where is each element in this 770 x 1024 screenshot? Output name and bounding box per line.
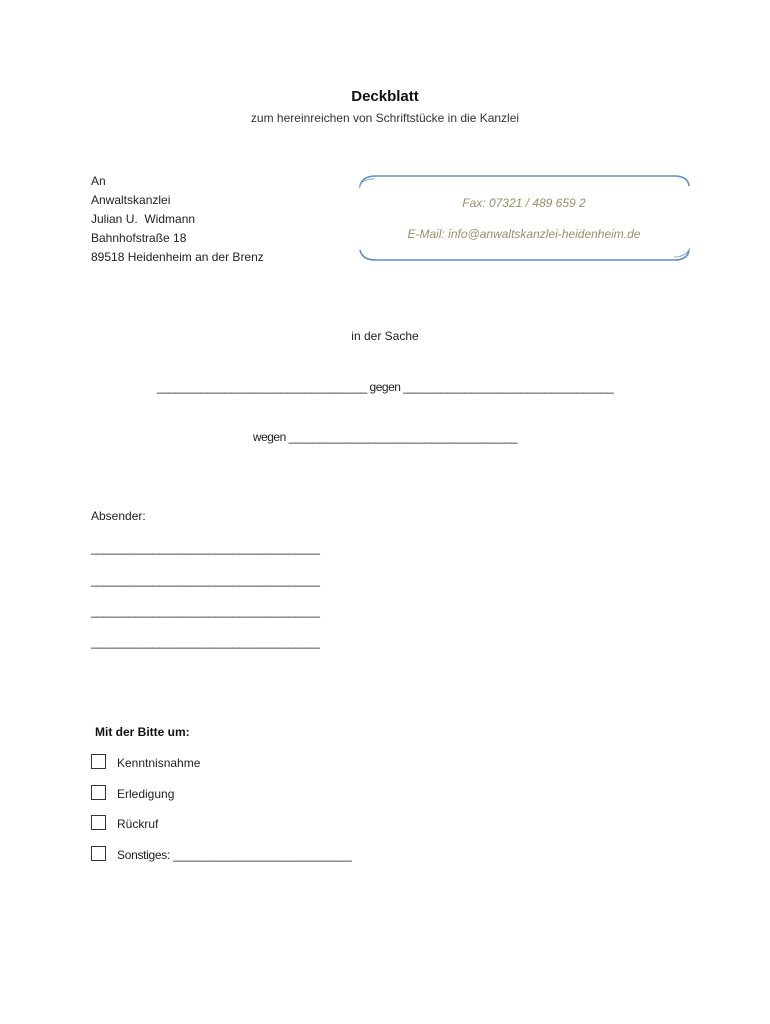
checkbox[interactable] (91, 815, 106, 830)
sender-label: Absender: (91, 509, 146, 523)
document-subtitle: zum hereinreichen von Schriftstücke in die Kanzlei (250, 111, 520, 125)
fax-number: Fax: 07321 / 489 659 2 (462, 196, 586, 210)
email-address: E-Mail: info@anwaltskanzlei-heidenheim.de (407, 227, 641, 241)
sender-blank-line: _____________________________________ (91, 604, 320, 618)
option-label: Sonstiges: ____________________________ (117, 848, 352, 862)
recipient-line: Anwaltskanzlei (91, 193, 171, 207)
recipient-address (91, 172, 264, 267)
recipient-line: An (91, 174, 106, 188)
checkbox[interactable] (91, 785, 106, 800)
parties-line: __________________________________ gegen __________________________________ (156, 380, 614, 394)
recipient-line: Julian U. Widmann (91, 212, 196, 226)
checkbox[interactable] (91, 846, 106, 861)
contact-box-frame (356, 172, 692, 264)
recipient-line: Bahnhofstraße 18 (91, 231, 187, 245)
sender-blank-line: _____________________________________ (91, 573, 320, 587)
contact-box (356, 172, 692, 264)
sender-blank-line: _____________________________________ (91, 541, 320, 555)
checkbox[interactable] (91, 754, 106, 769)
in-der-sache-label: in der Sache (351, 329, 419, 343)
option-label: Rückruf (117, 817, 159, 831)
recipient-line: 89518 Heidenheim an der Brenz (91, 250, 264, 264)
sender-blank-line: _____________________________________ (91, 635, 320, 649)
wegen-line: wegen _____________________________________ (252, 430, 518, 444)
document-title: Deckblatt (351, 88, 419, 105)
request-label: Mit der Bitte um: (95, 725, 190, 739)
option-label: Kenntnisnahme (117, 756, 201, 770)
option-label: Erledigung (117, 787, 175, 801)
